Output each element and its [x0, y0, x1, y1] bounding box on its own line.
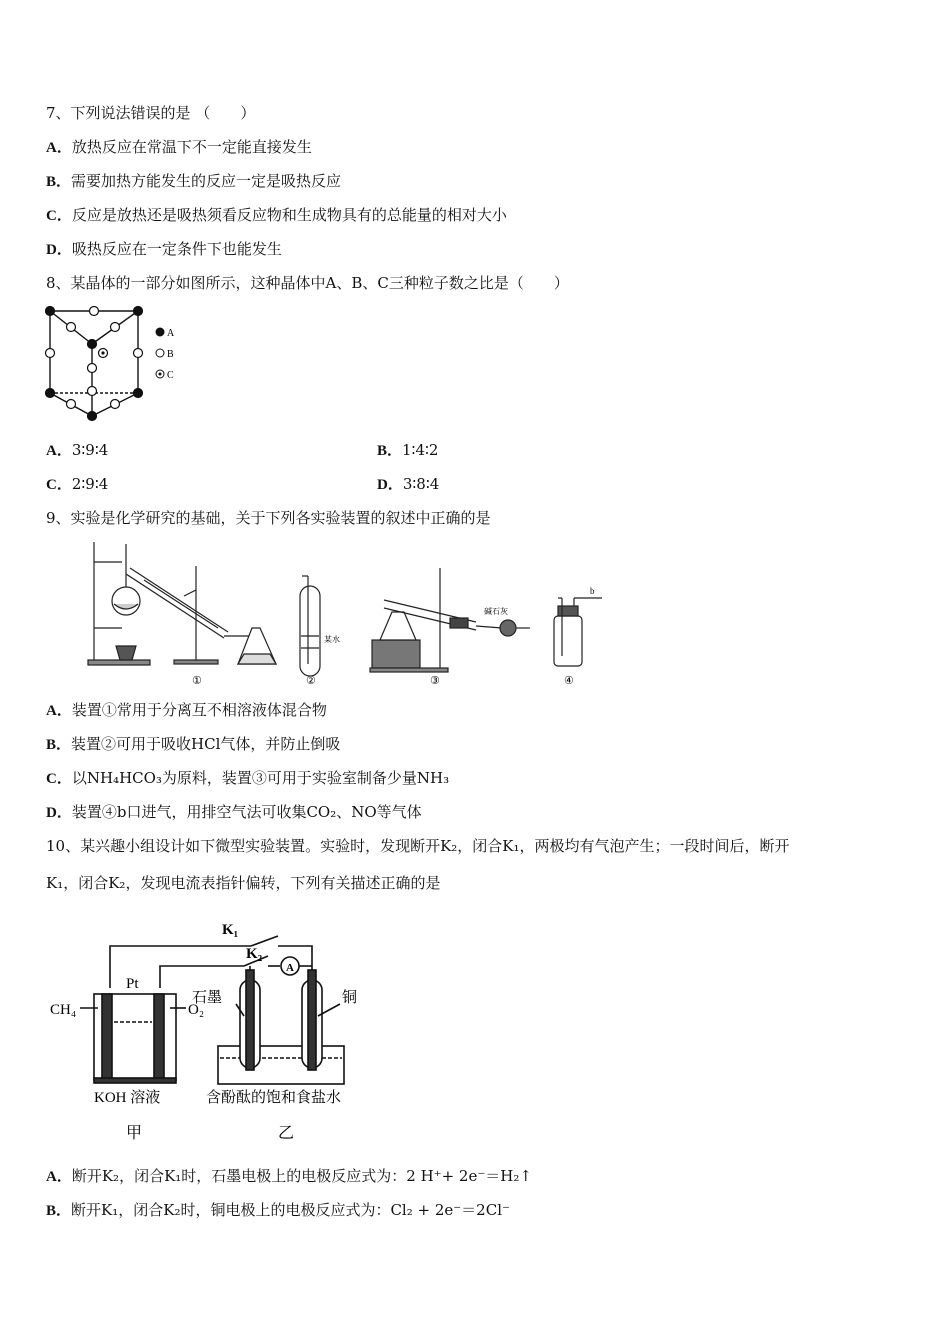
q8-stem: 8、某晶体的一部分如图所示，这种晶体中A、B、C三种粒子数之比是（ ）: [46, 274, 569, 292]
particle-b: [134, 349, 143, 358]
q9-option-a: A．装置①常用于分离互不相溶液体混合物: [46, 701, 327, 719]
particle-a: [46, 389, 55, 398]
svg-text:铜: 铜: [342, 990, 358, 1006]
q9-stem: 9、实验是化学研究的基础，关于下列各实验装置的叙述中正确的是: [46, 509, 491, 527]
svg-text:④: ④: [564, 675, 574, 687]
particle-b: [90, 307, 99, 316]
svg-text:碱石灰: 碱石灰: [484, 607, 508, 616]
lab-apparatus-figure: [84, 536, 614, 691]
svg-text:CH₄: CH₄: [50, 1002, 77, 1018]
q8-option-d: D．3∶8∶4: [377, 475, 440, 493]
svg-text:乙: 乙: [278, 1125, 295, 1142]
q7-option-d: D．吸热反应在一定条件下也能发生: [46, 240, 282, 258]
svg-text:B: B: [167, 349, 174, 360]
q9-option-d: D．装置④b口进气，用排空气法可收集CO₂、NO等气体: [46, 803, 422, 821]
svg-text:②: ②: [306, 675, 316, 687]
q10-option-a: A．断开K₂，闭合K₁时，石墨电极上的电极反应式为：2 H⁺+ 2e⁻＝H₂↑: [46, 1167, 532, 1185]
particle-b: [88, 364, 97, 373]
svg-text:C: C: [167, 370, 174, 381]
q10-stem-line2: K₁，闭合K₂，发现电流表指针偏转，下列有关描述正确的是: [46, 874, 441, 892]
svg-text:甲: 甲: [126, 1125, 143, 1142]
particle-a: [134, 307, 143, 316]
particle-a: [88, 340, 97, 349]
svg-text:石墨: 石墨: [192, 990, 223, 1006]
q7-option-c: C．反应是放热还是吸热须看反应物和生成物具有的总能量的相对大小: [46, 206, 507, 224]
particle-b: [88, 387, 97, 396]
particle-b: [111, 400, 120, 409]
svg-text:K₂: K₂: [246, 946, 263, 962]
svg-text:③: ③: [430, 675, 440, 687]
particle-b: [111, 323, 120, 332]
particle-a: [88, 412, 97, 421]
svg-text:A: A: [167, 328, 175, 339]
q10-stem-line1: 10、某兴趣小组设计如下微型实验装置。实验时，发现断开K₂，闭合K₁，两极均有气泡产生；一段时间后，断开: [46, 837, 790, 855]
q10-option-b: B．断开K₁，闭合K₂时，铜电极上的电极反应式为：Cl₂ + 2e⁻＝2Cl⁻: [46, 1201, 510, 1219]
crystal-structure-figure: [40, 304, 190, 426]
svg-text:含酚酞的饱和食盐水: 含酚酞的饱和食盐水: [206, 1090, 342, 1106]
electrochemistry-figure: [46, 918, 376, 1148]
svg-text:O₂: O₂: [188, 1002, 205, 1018]
svg-text:Pt: Pt: [126, 976, 139, 992]
q9-option-b: B．装置②可用于吸收HCl气体，并防止倒吸: [46, 735, 341, 753]
particle-b: [67, 400, 76, 409]
svg-text:b: b: [590, 586, 595, 596]
q9-option-c: C．以NH₄HCO₃为原料，装置③可用于实验室制备少量NH₃: [46, 769, 450, 787]
q8-option-b: B．1∶4∶2: [377, 441, 439, 459]
q7-stem: 7、下列说法错误的是 （ ）: [46, 104, 256, 122]
particle-b: [67, 323, 76, 332]
svg-text:K₁: K₁: [222, 922, 239, 938]
svg-text:A: A: [286, 962, 294, 974]
particle-b: [46, 349, 55, 358]
svg-text:KOH 溶液: KOH 溶液: [94, 1090, 161, 1106]
crystal-legend: [156, 328, 175, 381]
particle-a: [46, 307, 55, 316]
svg-text:某水: 某水: [324, 635, 340, 644]
svg-text:①: ①: [192, 675, 202, 687]
q8-option-c: C．2∶9∶4: [46, 475, 109, 493]
q7-option-b: B．需要加热方能发生的反应一定是吸热反应: [46, 172, 342, 190]
particle-a: [134, 389, 143, 398]
q8-option-a: A．3∶9∶4: [46, 441, 109, 459]
q7-option-a: A．放热反应在常温下不一定能直接发生: [46, 138, 312, 156]
